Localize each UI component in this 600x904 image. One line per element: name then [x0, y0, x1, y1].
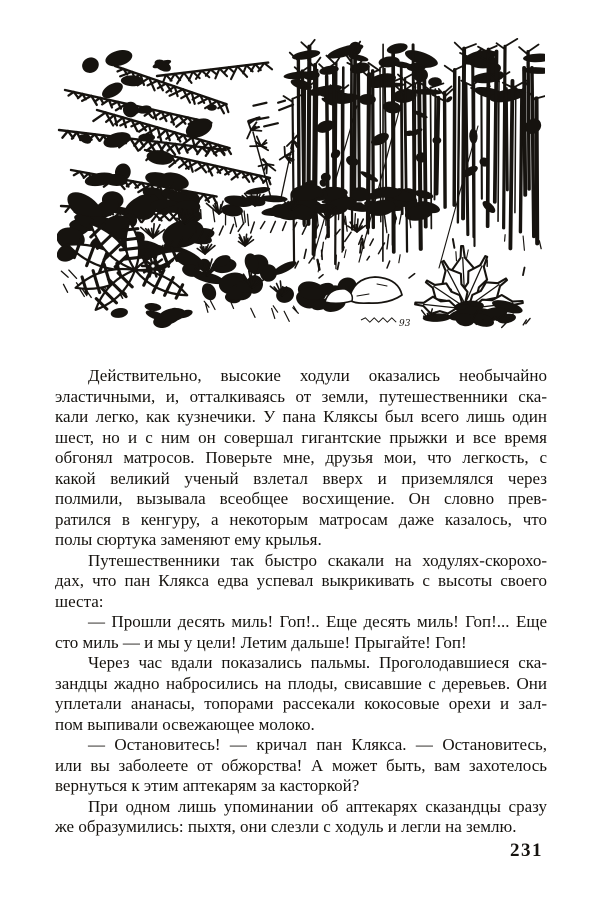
artist-signature: 93 — [399, 319, 411, 329]
text-line: вернуться к этим аптекарям за касторкой? — [55, 776, 360, 795]
text-line: пом выпивали освежающее молоко. — [55, 714, 315, 734]
text-line: Путешественники так быстро скакали на ходулях-скорохо- — [88, 550, 547, 570]
text-line: сто миль — и мы у цели! Летим дальше! Прыгайте! Гоп! — [55, 632, 467, 652]
text-line: полмили, вызывала всеобщее восхищение. Он словно прев- — [55, 489, 547, 508]
text-line: — Прошли десять миль! Гоп!.. Еще десять миль! Гоп!... Еще — [88, 612, 547, 631]
text-line: же образумились: пыхтя, они слезли с ходуль и легли на землю. — [55, 817, 517, 836]
text-line: Действительно, высокие ходули оказались необычайно — [88, 366, 547, 385]
text-line: кали легко, как кузнечики. У пана Кляксы был всего лишь один — [55, 407, 547, 426]
text-line: — Остановитесь! — кричал пан Клякса. — Остановитесь, — [88, 735, 547, 754]
text-line: При одном лишь упоминании об аптекарях сказандцы сразу — [88, 796, 547, 816]
text-line: или вы заболеете от обжорства! А может быть, вам захотелось — [55, 755, 547, 775]
text-line: какой великий ученый взлетал вверх и приземлялся через — [55, 468, 547, 488]
text-line: шест, но и с ним он совершал гигантские прыжки и все время — [55, 427, 547, 447]
body-text — [55, 366, 547, 838]
text-line: Через час вдали показались пальмы. Проголодавшиеся ска- — [88, 653, 547, 672]
page-number: 231 — [510, 840, 543, 861]
text-line: обгонял матросов. Поверьте мне, друзья мои, что легкость, с — [55, 448, 547, 467]
text-line: шеста: — [55, 591, 104, 611]
text-line: эластичными, и, отталкиваясь от земли, путешественники ска- — [55, 386, 547, 406]
text-line: дах, что пан Клякса едва успевал выкрикивать с высоты своего — [55, 571, 547, 590]
text-line: зандцы жадно набросились на плоды, свисавшие с деревьев. Они — [55, 673, 547, 693]
text-line: уплетали ананасы, топорами рассекали кокосовые орехи и зал- — [55, 694, 547, 713]
text-line: ратился в кенгуру, а некоторым матросам даже казалось, что — [55, 509, 547, 529]
text-line: полы сюртука заменяют ему крылья. — [55, 530, 322, 549]
thicket-ink-illustration — [57, 38, 545, 344]
